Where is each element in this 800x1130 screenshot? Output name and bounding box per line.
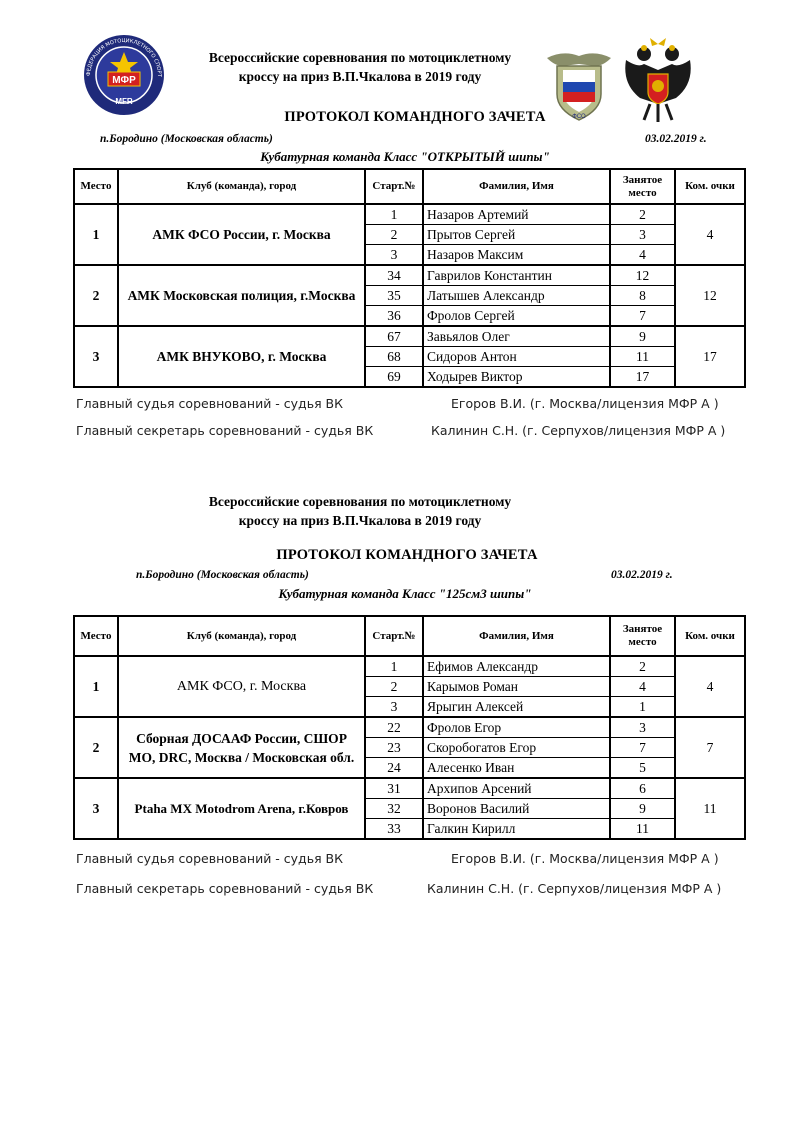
finish-position: 7 <box>610 306 675 327</box>
event-title-2-line2: кроссу на приз В.П.Чкалова в 2019 году <box>238 513 482 528</box>
team-points: 11 <box>675 778 745 839</box>
table-row <box>74 717 745 738</box>
start-number: 24 <box>365 758 423 779</box>
mfr-logo-ring-text: ФЕДЕРАЦИЯ МОТОЦИКЛЕТНОГО СПОРТ <box>85 37 163 78</box>
rider-name: Назаров Максим <box>423 245 610 266</box>
finish-position: 5 <box>610 758 675 779</box>
col-header-rider: Фамилия, Имя <box>423 169 610 204</box>
finish-position: 11 <box>610 347 675 367</box>
team-block <box>74 326 745 387</box>
protocol-title-2: ПРОТОКОЛ КОМАНДНОГО ЗАЧЕТА <box>276 547 538 563</box>
rider-name: Карымов Роман <box>423 677 610 697</box>
rider-name: Сидоров Антон <box>423 347 610 367</box>
results-table-1 <box>73 168 746 388</box>
date-2: 03.02.2019 г. <box>611 569 673 581</box>
start-number: 1 <box>365 656 423 677</box>
finish-position: 4 <box>610 677 675 697</box>
start-number: 3 <box>365 245 423 266</box>
chief-judge-name-1: Егоров В.И. (г. Москва/лицензия МФР А ) <box>451 396 719 411</box>
class-title-1: Кубатурная команда Класс "ОТКРЫТЫЙ шипы" <box>260 149 550 164</box>
mfr-logo-center-text: МФР <box>112 75 136 86</box>
team-points: 4 <box>675 656 745 717</box>
finish-position: 1 <box>610 697 675 718</box>
team-club: АМК ФСО России, г. Москва <box>118 204 365 265</box>
start-number: 33 <box>365 819 423 840</box>
col-header-start-number: Старт.№ <box>365 169 423 204</box>
start-number: 67 <box>365 326 423 347</box>
finish-position: 2 <box>610 656 675 677</box>
rider-name: Назаров Артемий <box>423 204 610 225</box>
table-row <box>74 778 745 799</box>
date-1: 03.02.2019 г. <box>645 133 707 145</box>
start-number: 23 <box>365 738 423 758</box>
col-header-place: Место <box>74 616 118 656</box>
finish-position: 8 <box>610 286 675 306</box>
start-number: 69 <box>365 367 423 388</box>
team-block <box>74 204 745 265</box>
finish-position: 3 <box>610 717 675 738</box>
start-number: 35 <box>365 286 423 306</box>
mfr-logo-bottom-text: MFR <box>115 97 133 106</box>
finish-position: 12 <box>610 265 675 286</box>
team-points: 7 <box>675 717 745 778</box>
table-row <box>74 656 745 677</box>
team-place: 3 <box>74 778 118 839</box>
table-row <box>74 265 745 286</box>
finish-position: 11 <box>610 819 675 840</box>
start-number: 1 <box>365 204 423 225</box>
chief-secretary-name-2: Калинин С.Н. (г. Серпухов/лицензия МФР А ) <box>427 881 722 896</box>
finish-position: 4 <box>610 245 675 266</box>
col-header-place: Место <box>74 169 118 204</box>
event-title-line2: кроссу на приз В.П.Чкалова в 2019 году <box>238 69 482 84</box>
col-header-finish-position: Занятое место <box>610 616 675 656</box>
rider-name: Галкин Кирилл <box>423 819 610 840</box>
rider-name: Гаврилов Константин <box>423 265 610 286</box>
team-club: Сборная ДОСААФ России, СШОР МО, DRC, Москва / Московская обл. <box>118 717 365 778</box>
team-club: АМК ФСО, г. Москва <box>118 656 365 717</box>
team-place: 2 <box>74 265 118 326</box>
col-header-start-number: Старт.№ <box>365 616 423 656</box>
venue-1: п.Бородино (Московская область) <box>100 133 273 145</box>
col-header-club: Клуб (команда), город <box>118 616 365 656</box>
start-number: 22 <box>365 717 423 738</box>
chief-judge-role-1: Главный судья соревнований - судья ВК <box>76 396 344 411</box>
col-header-team-points: Ком. очки <box>675 169 745 204</box>
chief-judge-role-2: Главный судья соревнований - судья ВК <box>76 851 344 866</box>
event-title-2 <box>150 492 570 530</box>
finish-position: 9 <box>610 799 675 819</box>
table-row <box>74 204 745 225</box>
finish-position: 6 <box>610 778 675 799</box>
finish-position: 7 <box>610 738 675 758</box>
finish-position: 3 <box>610 225 675 245</box>
start-number: 32 <box>365 799 423 819</box>
table-header-row <box>74 616 745 656</box>
team-points: 4 <box>675 204 745 265</box>
start-number: 68 <box>365 347 423 367</box>
chief-judge-name-2: Егоров В.И. (г. Москва/лицензия МФР А ) <box>451 851 719 866</box>
event-title <box>150 48 570 86</box>
team-points: 12 <box>675 265 745 326</box>
team-club: АМК ВНУКОВО, г. Москва <box>118 326 365 387</box>
rider-name: Ходырев Виктор <box>423 367 610 388</box>
rider-name: Ефимов Александр <box>423 656 610 677</box>
chief-secretary-name-1: Калинин С.Н. (г. Серпухов/лицензия МФР А ) <box>431 423 726 438</box>
start-number: 3 <box>365 697 423 718</box>
team-club: Ptaha MX Motodrom Arena, г.Ковров <box>118 778 365 839</box>
rider-name: Латышев Александр <box>423 286 610 306</box>
col-header-club: Клуб (команда), город <box>118 169 365 204</box>
start-number: 2 <box>365 677 423 697</box>
start-number: 31 <box>365 778 423 799</box>
table-row <box>74 326 745 347</box>
event-title-2-line1: Всероссийские соревнования по мотоциклетному <box>208 494 512 509</box>
team-block <box>74 265 745 326</box>
finish-position: 17 <box>610 367 675 388</box>
col-header-team-points: Ком. очки <box>675 616 745 656</box>
team-place: 2 <box>74 717 118 778</box>
col-header-finish-position: Занятое место <box>610 169 675 204</box>
team-place: 3 <box>74 326 118 387</box>
rider-name: Воронов Василий <box>423 799 610 819</box>
start-number: 34 <box>365 265 423 286</box>
finish-position: 2 <box>610 204 675 225</box>
rider-name: Скоробогатов Егор <box>423 738 610 758</box>
col-header-rider: Фамилия, Имя <box>423 616 610 656</box>
team-block <box>74 717 745 778</box>
double-headed-eagle-icon <box>620 34 696 126</box>
team-block <box>74 778 745 839</box>
table-header-row <box>74 169 745 204</box>
team-place: 1 <box>74 656 118 717</box>
rider-name: Прытов Сергей <box>423 225 610 245</box>
start-number: 36 <box>365 306 423 327</box>
team-points: 17 <box>675 326 745 387</box>
rider-name: Завьялов Олег <box>423 326 610 347</box>
protocol-title-1: ПРОТОКОЛ КОМАНДНОГО ЗАЧЕТА <box>284 109 546 125</box>
start-number: 2 <box>365 225 423 245</box>
venue-2: п.Бородино (Московская область) <box>136 569 309 581</box>
results-table-2 <box>73 615 746 840</box>
rider-name: Архипов Арсений <box>423 778 610 799</box>
team-place: 1 <box>74 204 118 265</box>
chief-secretary-role-2: Главный секретарь соревнований - судья ВК <box>76 881 374 896</box>
finish-position: 9 <box>610 326 675 347</box>
team-club: АМК Московская полиция, г.Москва <box>118 265 365 326</box>
rider-name: Алесенко Иван <box>423 758 610 779</box>
rider-name: Фролов Сергей <box>423 306 610 327</box>
rider-name: Фролов Егор <box>423 717 610 738</box>
fso-emblem-text: ФСО <box>572 114 586 120</box>
chief-secretary-role-1: Главный секретарь соревнований - судья ВК <box>76 423 374 438</box>
team-block <box>74 656 745 717</box>
rider-name: Ярыгин Алексей <box>423 697 610 718</box>
class-title-2: Кубатурная команда Класс "125см3 шипы" <box>278 586 532 601</box>
event-title-line1: Всероссийские соревнования по мотоциклетному <box>208 50 512 65</box>
